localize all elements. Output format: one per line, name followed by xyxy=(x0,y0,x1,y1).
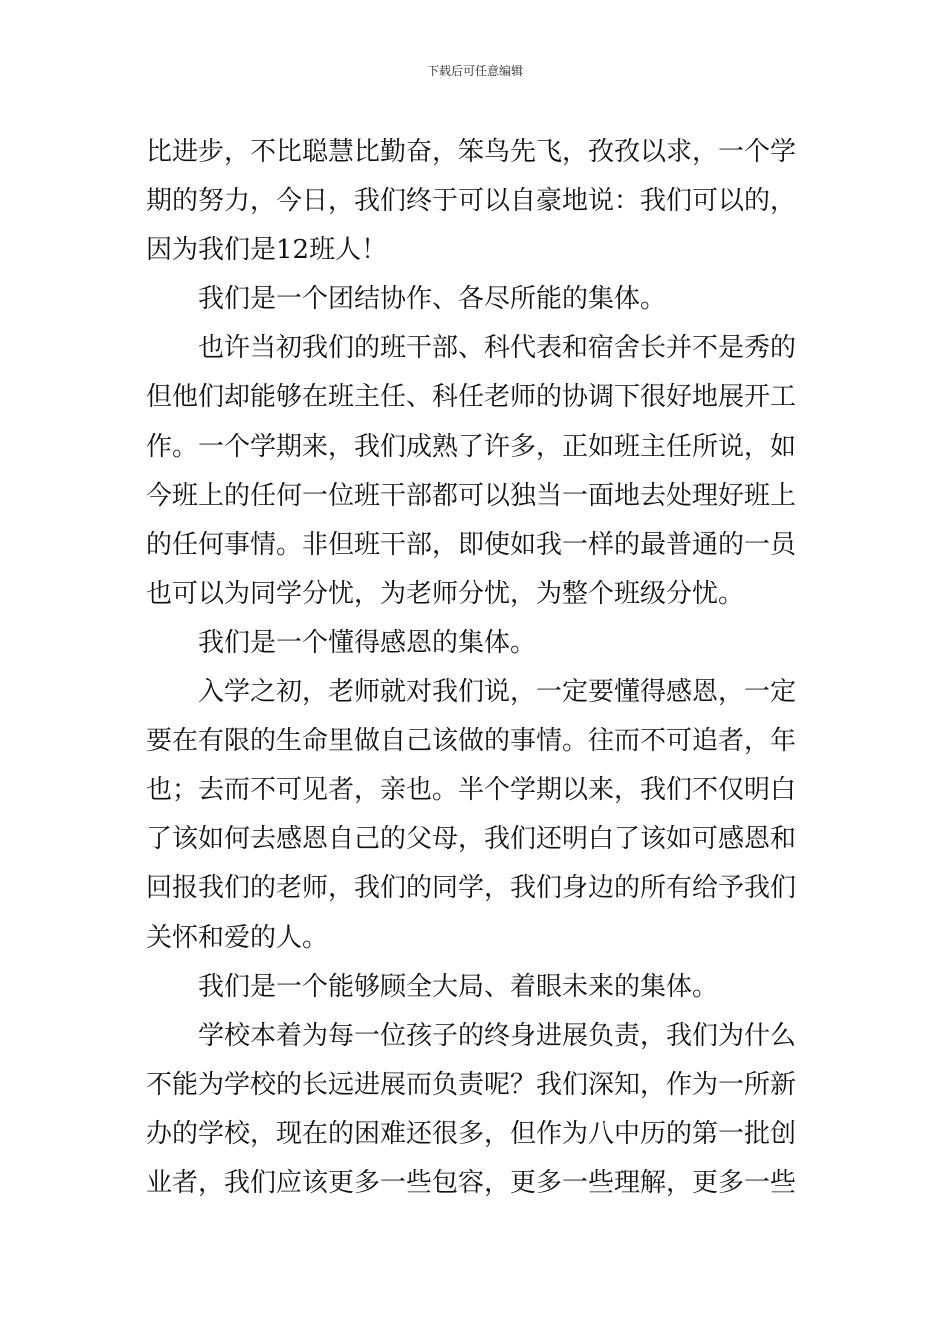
text-line-2: 期的努力，今日，我们终于可以自豪地说：我们可以的， xyxy=(146,186,797,217)
text-line-8: 今班上的任何一位班干部都可以独当一面地去处理好班上 xyxy=(146,480,797,511)
text-line-10: 也可以为同学分忧，为老师分忧，为整个班级分忧。 xyxy=(146,578,745,609)
text-line-15: 了该如何去感恩自己的父母，我们还明白了该如可感恩和 xyxy=(146,824,797,855)
text-line-1: 比进步，不比聪慧比勤奋，笨鸟先飞，孜孜以求，一个学 xyxy=(146,137,797,167)
text-line-19: 学校本着为每一位孩子的终身进展负责，我们为什么 xyxy=(198,1020,797,1051)
document-body xyxy=(146,128,810,1208)
section-heading-unity: 我们是一个团结协作、各尽所能的集体。 xyxy=(198,284,667,315)
text-line-12: 入学之初，老师就对我们说，一定要懂得感恩，一定 xyxy=(198,677,797,708)
text-line-6: 但他们却能够在班主任、科任老师的协调下很好地展开工 xyxy=(146,382,797,413)
text-line-22: 业者，我们应该更多一些包容，更多一些理解，更多一些 xyxy=(146,1167,797,1198)
section-heading-gratitude: 我们是一个懂得感恩的集体。 xyxy=(198,627,537,658)
text-line-20: 不能为学校的长远进展而负责呢？我们深知，作为一所新 xyxy=(146,1069,797,1100)
text-line-13: 要在有限的生命里做自己该做的事情。往而不可追者，年 xyxy=(146,726,797,757)
text-line-17: 关怀和爱的人。 xyxy=(146,922,329,953)
text-line-16: 回报我们的老师，我们的同学，我们身边的所有给予我们 xyxy=(146,873,797,904)
text-line-7: 作。一个学期来，我们成熟了许多，正如班主任所说，如 xyxy=(146,431,797,462)
text-line-3: 因为我们是12班人！ xyxy=(146,235,388,266)
page-header: 下载后可任意编辑 xyxy=(426,64,523,78)
text-line-9: 的任何事情。非但班干部，即使如我一样的最普通的一员 xyxy=(146,529,797,560)
text-line-14: 也；去而不可见者，亲也。半个学期以来，我们不仅明白 xyxy=(146,775,797,806)
section-heading-future: 我们是一个能够顾全大局、着眼未来的集体。 xyxy=(198,971,719,1002)
text-line-5: 也许当初我们的班干部、科代表和宿舍长并不是秀的 xyxy=(198,333,797,364)
text-line-21: 办的学校，现在的困难还很多，但作为八中历的第一批创 xyxy=(146,1118,797,1149)
